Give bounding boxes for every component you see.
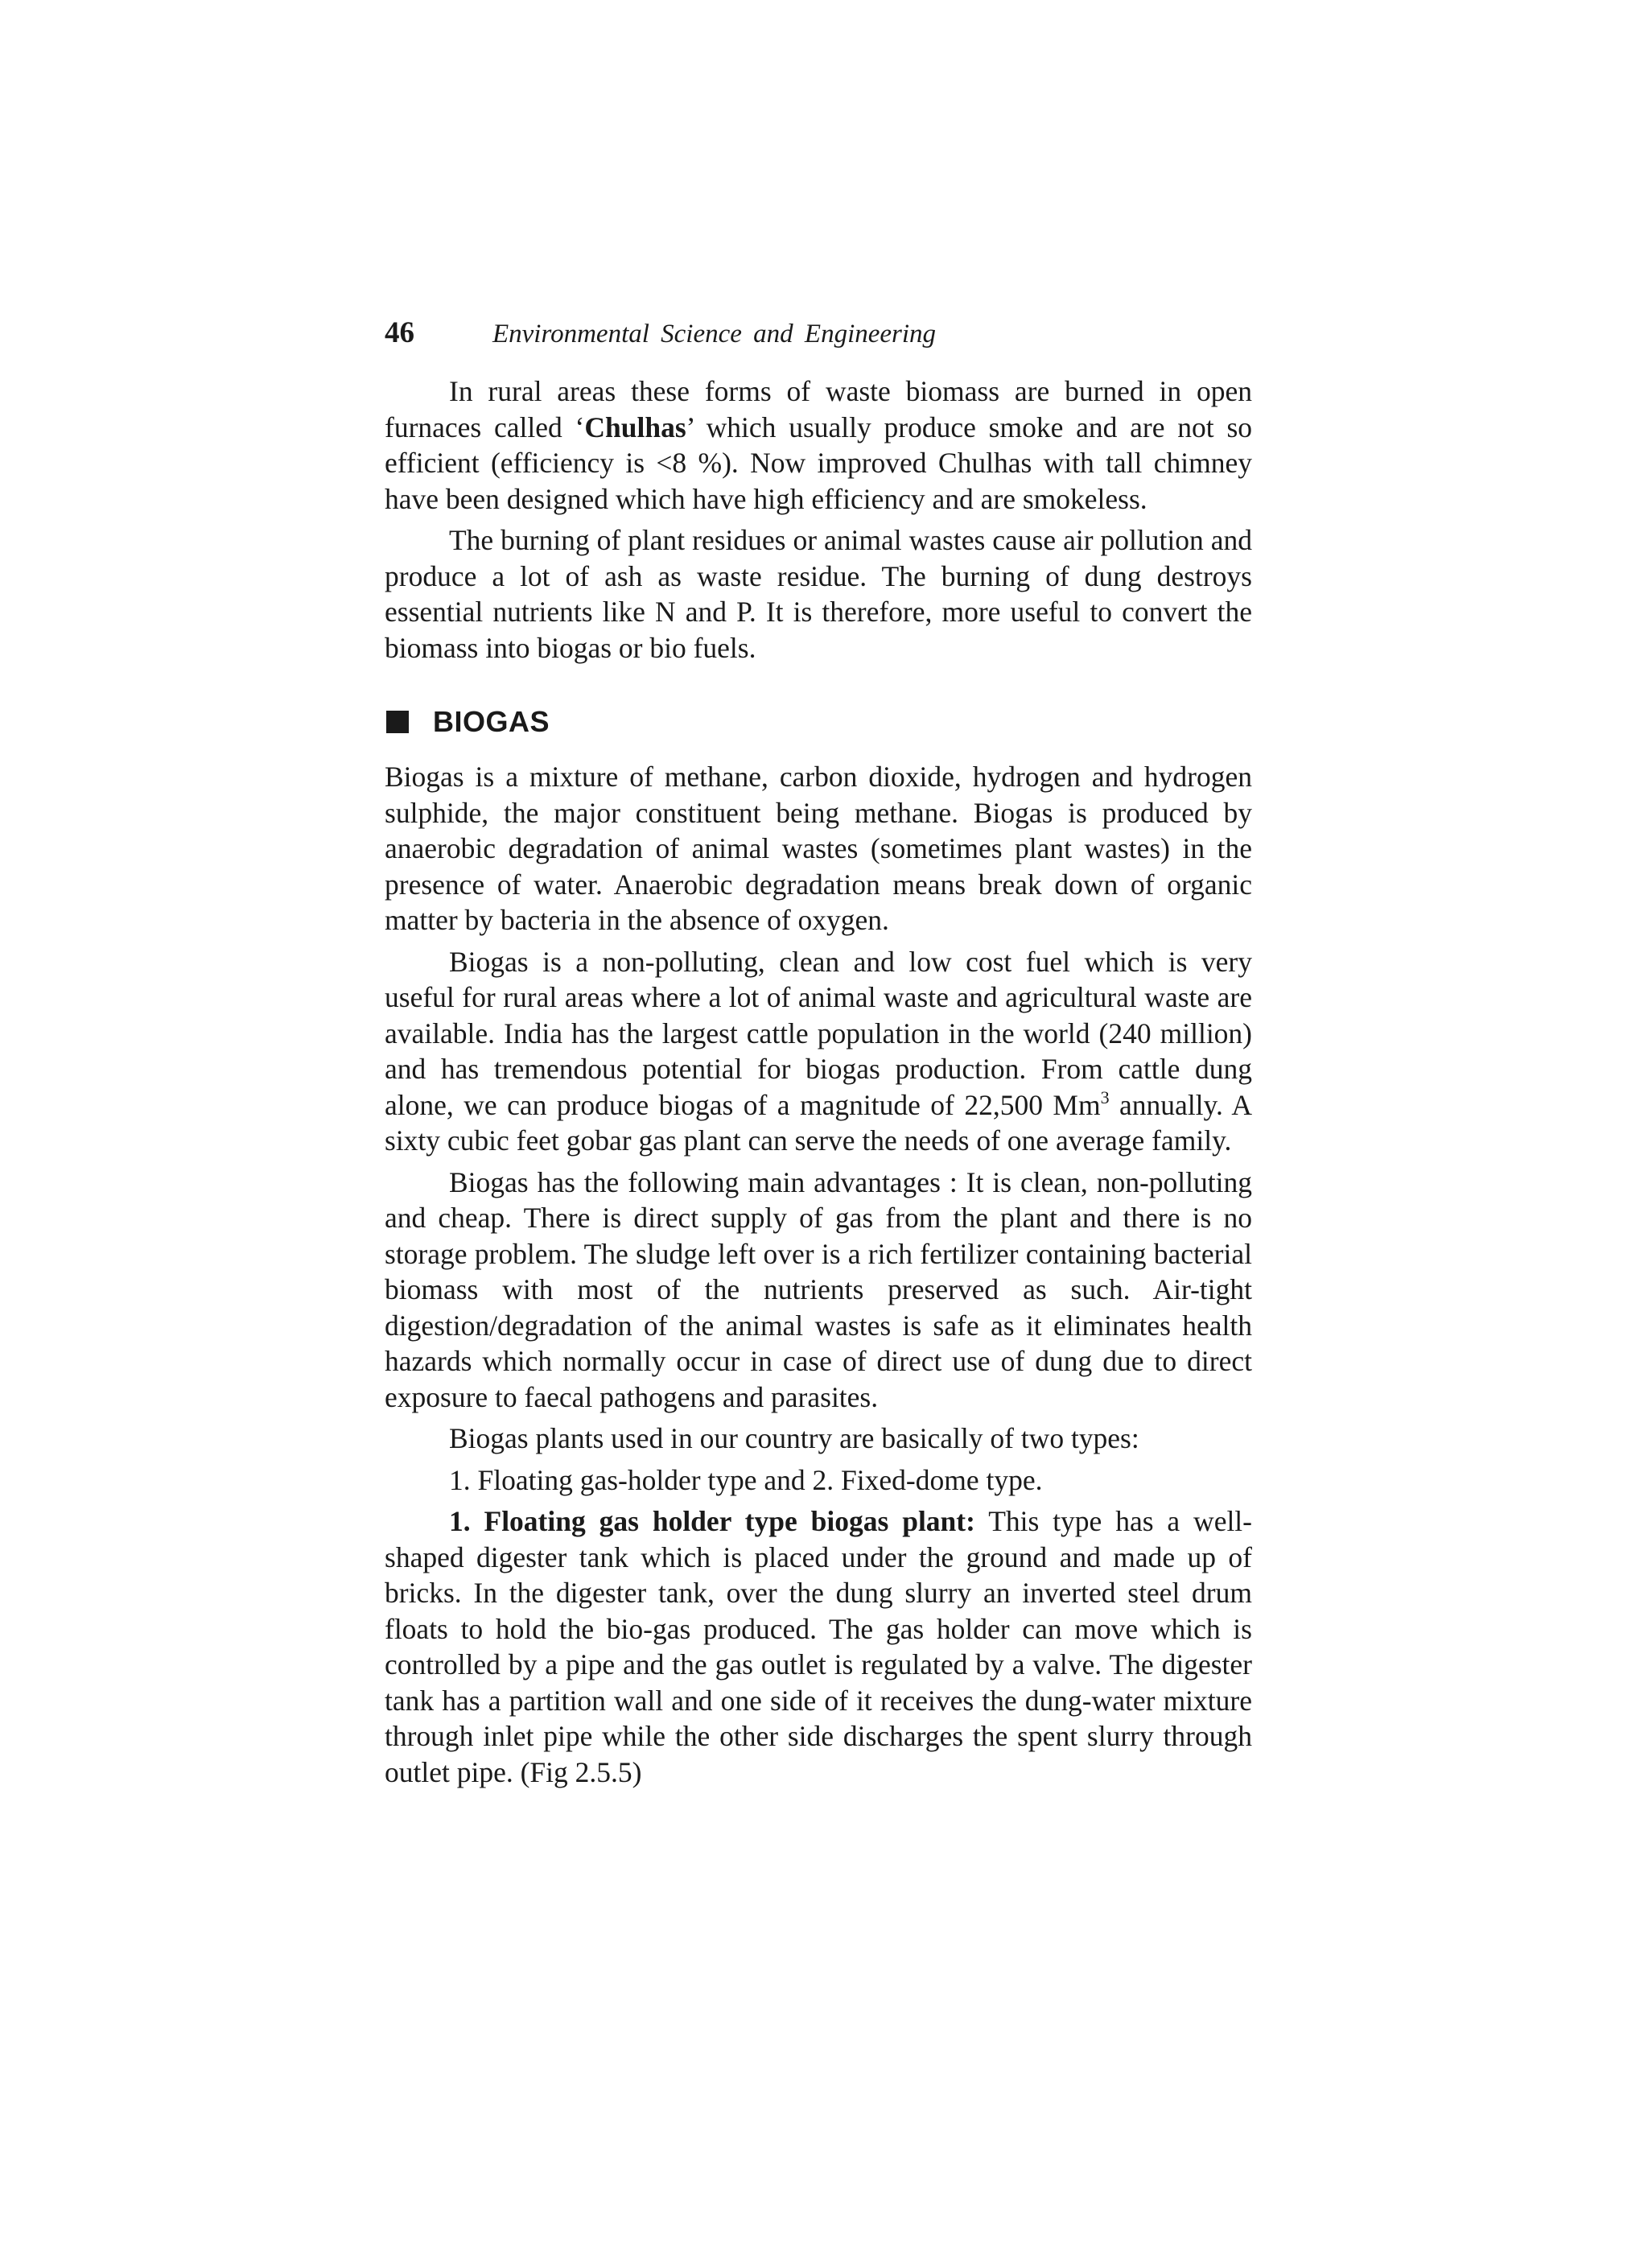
- book-page: [385, 315, 1252, 1790]
- floating-gas-holder-paragraph: [385, 1503, 1252, 1790]
- plant-types-line: 1. Floating gas-holder type and 2. Fixed-dome type.: [449, 1463, 1043, 1496]
- biogas-paragraph-2: [385, 944, 1252, 1159]
- superscript-3: 3: [1100, 1087, 1110, 1107]
- biogas-paragraph-4: Biogas plants used in our country are basically of two types:: [449, 1422, 1139, 1454]
- section-heading-text: BIOGAS: [433, 705, 550, 738]
- floating-gas-holder-heading: 1. Floating gas holder type biogas plant:: [449, 1505, 975, 1537]
- biogas-paragraph-3: Biogas has the following main advantages : It is clean, non-polluting and cheap. There is direct supply of gas from the plant and there is no storage problem. The sludge left over is a rich fertilizer containing bacterial biomass with most of the nutrients preserved as such. Air-tight digestion/degradation of the animal wastes is safe as it eliminates health hazards which normally occur in case of direct use of dung due to direct exposure to faecal pathogens and parasites.: [385, 1165, 1252, 1413]
- square-bullet-icon: [386, 711, 409, 733]
- floating-gas-holder-text: This type has a well-shaped digester tank which is placed under the ground and made up of bricks. In the digester tank, over the dung slurry an inverted steel drum floats to hold the bio-gas produced. The gas holder can move which is controlled by a pipe and the gas outlet is regulated by a valve. The digester tank has a partition wall and one side of it receives the dung-water mixture through inlet pipe while the other side discharges the spent slurry through outlet pipe. (Fig 2.5.5): [385, 1505, 1252, 1788]
- biogas-paragraph-2-text-b: annually. A sixty cubic feet gobar gas plant can serve the needs of one average family.: [385, 1088, 1253, 1157]
- running-head: [385, 315, 1252, 357]
- intro-paragraph-2: The burning of plant residues or animal wastes cause air pollution and produce a lot of ash as waste residue. The burning of dung destroys essential nutrients like N and P. It is therefore, more useful to convert the biomass into biogas or bio fuels.: [385, 524, 1252, 664]
- intro-paragraph-1-text-b: ’ which usually produce smoke and are not so efficient (efficiency is <8 %). Now improved Chulhas with tall chimney have been designed which have high efficiency and are smokeless.: [385, 410, 1253, 515]
- biogas-paragraph-1: Biogas is a mixture of methane, carbon dioxide, hydrogen and hydrogen sulphide, the major constituent being methane. Biogas is produced by anaerobic degradation of animal wastes (sometimes plant wastes) in the presence of water. Anaerobic degradation means break down of organic matter by bacteria in the absence of oxygen.: [385, 761, 1252, 936]
- section-heading: [385, 703, 1252, 741]
- running-title: Environmental Science and Engineering: [492, 320, 937, 348]
- chulhas-term: Chulhas: [584, 410, 686, 443]
- intro-paragraph-1: [385, 373, 1252, 517]
- intro-paragraph-1-text-a: In rural areas these forms of waste biomass are burned in open furnaces called ‘: [385, 375, 1252, 443]
- page-number: 46: [385, 316, 414, 349]
- biogas-paragraph-2-text-a: Biogas is a non-polluting, clean and low cost fuel which is very useful for rural areas where a lot of animal waste and agricultural waste are available. India has the largest cattle population in the world (240 million) and has tremendous potential for biogas production. From cattle dung alone, we can produce biogas of a magnitude of 22,500 Mm: [385, 945, 1252, 1121]
